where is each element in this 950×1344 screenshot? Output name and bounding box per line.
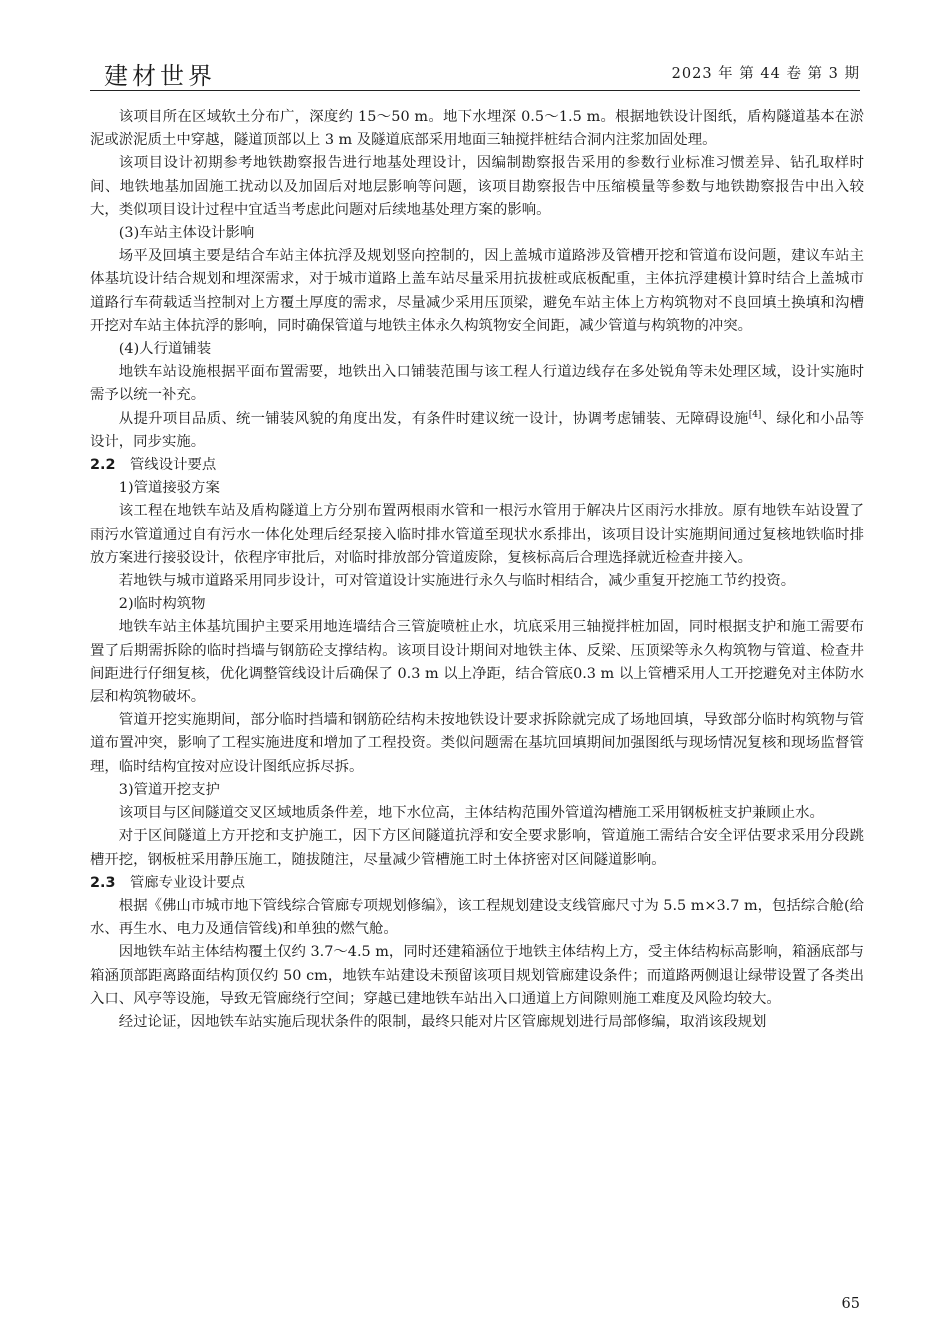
paragraph: 场平及回填主要是结合车站主体抗浮及规划竖向控制的，因上盖城市道路涉及管槽开挖和管道布设问题，建议车站主体基坑设计结合规划和埋深需求，对于城市道路上盖车站尽量采用抗拔桩或底板配重，主体抗浮建模计算时结合上盖城市道路行车荷载适当控制对上方覆土厚度的需求，尽量减少采用压顶梁，避免车站主体上方构筑物对不良回填土换填和沟槽开挖对车站主体抗浮的影响，同时确保管道与地铁主体永久构筑物安全间距，减少管道与构筑物的冲突。 [90,248,864,334]
paragraph: 该项目设计初期参考地铁勘察报告进行地基处理设计，因编制勘察报告采用的参数行业标准习惯差异、钻孔取样时间、地铁地基加固施工扰动以及加固后对地层影响等问题，该项目勘察报告中压缩模量等参数与地铁勘察报告中出入较大，类似项目设计过程中宜适当考虑此问题对后续地基处理方案的影响。 [90,155,864,218]
running-header [90,56,860,91]
paragraph: 管道开挖实施期间，部分临时挡墙和钢筋砼结构未按地铁设计要求拆除就完成了场地回填，导致部分临时构筑物与管道布置冲突，影响了工程实施进度和增加了工程投资。类似问题需在基坑回填期间加强图纸与现场情况复核和现场监督管理，临时结构宜按对应设计图纸应拆尽拆。 [90,712,864,775]
paragraph: 地铁车站设施根据平面布置需要，地铁出入口铺装范围与该工程人行道边线存在多处锐角等未处理区域，设计实施时需予以统一补充。 [90,364,864,404]
paragraph: 该工程在地铁车站及盾构隧道上方分别布置两根雨水管和一根污水管用于解决片区雨污水排放。原有地铁车站设置了雨污水管道通过自有污水一体化处理后经泵接入临时排水管道至现状水系排出，该项目设计实施期间通过复核地铁临时排放方案进行接驳设计，依程序审批后，对临时排放部分管道废除，复核标高后合理选择就近检查井接入。 [90,503,864,566]
paragraph: 经过论证，因地铁车站实施后现状条件的限制，最终只能对片区管廊规划进行局部修编，取消该段规划 [118,1013,767,1030]
citation-ref: [4] [748,409,762,420]
section-number: 2.3 [90,874,116,891]
paragraph-text: 、绿化和小品等设计，同步实施。 [90,410,864,450]
paragraph: 地铁车站主体基坑围护主要采用地连墙结合三管旋喷桩止水，坑底采用三轴搅拌桩加固，同时根据支护和施工需要布置了后期需拆除的临时挡墙与钢筋砼支撑结构。该项目设计期间对地铁主体、反梁、压顶梁等永久构筑物与管道、检查井间距进行仔细复核，优化调整管线设计后确保了 0.3 m 以上净距，结合管底0.3 m 以上管槽采用人工开挖避免对主体防水层和构筑物破坏。 [90,619,864,706]
section-heading-2-2 [90,454,864,477]
paragraph: 该项目所在区域软土分布广，深度约 15～50 m。地下水埋深 0.5～1.5 m。根据地铁设计图纸，盾构隧道基本在淤泥或淤泥质土中穿越，隧道顶部以上 3 m 及隧道底部采用地面三轴搅拌桩结合洞内注浆加固处理。 [90,109,864,149]
subsection-heading: (4)人行道铺装 [118,341,212,358]
section-heading-2-3 [90,872,864,895]
paragraph: 若地铁与城市道路采用同步设计，可对管道设计实施进行永久与临时相结合，减少重复开挖施工节约投资。 [118,573,796,590]
paragraph: 对于区间隧道上方开挖和支护施工，因下方区间隧道抗浮和安全要求影响，管道施工需结合安全评估要求采用分段跳槽开挖，钢板桩采用静压施工，随拔随注，尽量减少管槽施工时土体挤密对区间隧道影响。 [90,828,864,868]
subsection-heading: (3)车站主体设计影响 [118,225,255,242]
issue-info: 2023 年 第 44 卷 第 3 期 [671,66,860,82]
section-title: 管线设计要点 [129,457,217,474]
subsection-heading: 1)管道接驳方案 [118,480,220,497]
paragraph: 根据《佛山市城市地下管线综合管廊专项规划修编》，该工程规划建设支线管廊尺寸为 5.5 m×3.7 m，包括综合舱(给水、再生水、电力及通信管线)和单独的燃气舱。 [90,897,864,938]
journal-title: 建材世界 [104,62,216,90]
paragraph: 该项目与区间隧道交叉区域地质条件差，地下水位高，主体结构范围外管道沟槽施工采用钢板桩支护兼顾止水。 [118,805,824,822]
paragraph: 因地铁车站主体结构覆土仅约 3.7～4.5 m，同时还建箱涵位于地铁主体结构上方，受主体结构标高影响，箱涵底部与箱涵顶部距离路面结构顶仅约 50 cm，地铁车站建设未预留该项目规划管廊建设条件；而道路两侧退让绿带设置了各类出入口、风亭等设施，导致无管廊绕行空间；穿越已建地铁车站出入口通道上方间隙则施工难度及风险均较大。 [90,944,864,1007]
section-number: 2.2 [90,457,116,474]
subsection-heading: 2)临时构筑物 [118,596,206,613]
section-title: 管廊专业设计要点 [129,874,246,891]
page-number: 65 [841,1296,860,1312]
article-body [90,106,864,1034]
paragraph [90,408,864,454]
subsection-heading: 3)管道开挖支护 [118,781,220,798]
paragraph-text: 从提升项目品质、统一铺装风貌的角度出发，有条件时建议统一设计，协调考虑铺装、无障碍设施 [118,410,749,427]
